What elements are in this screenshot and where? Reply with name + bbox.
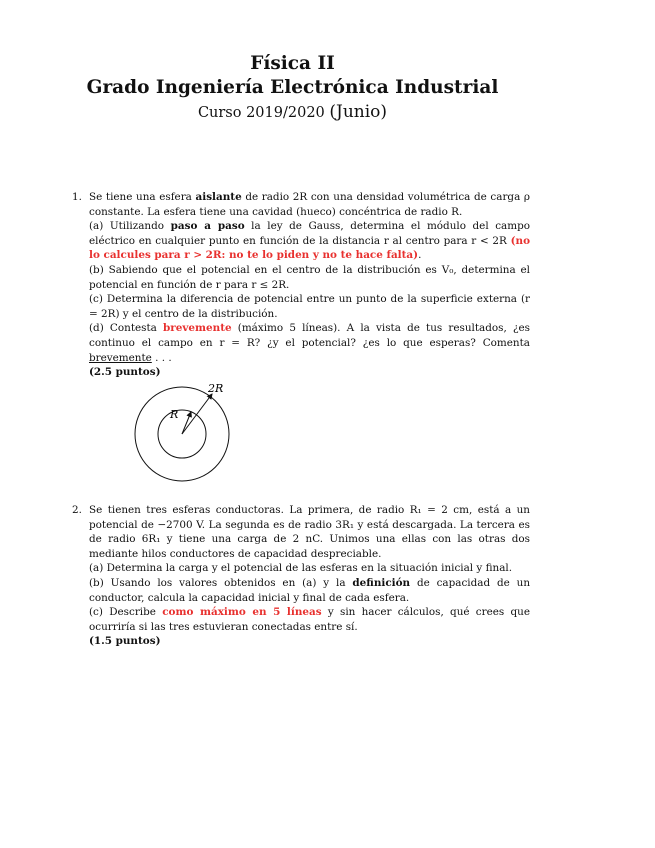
intro-bold: aislante [195,191,242,203]
part-d-emphasis: brevemente [163,322,232,335]
sphere-diagram [130,378,240,490]
intro-text: Se tiene una esfera [89,191,196,203]
degree-title: Grado Ingeniería Electrónica Industrial [86,77,499,98]
part-b [89,576,530,605]
part-d-underline: brevemente [89,351,152,364]
part-a-prefix: (a) Utilizando [89,220,171,233]
problem-number: 2. [72,504,82,516]
part-a-bold: paso a paso [170,220,245,233]
part-c-emphasis: como máximo en 5 líneas [162,606,322,619]
intro-text-2: de radio 2R con una densidad volumétrica de carga ρ constante. La esfera tiene una cavidad (hueco) concéntrica de radio R. [89,191,531,218]
part-c-text: y sin hacer cálculos, qué crees que ocurriría si las tres estuvieran conectadas entre sí. [89,606,530,633]
problem-body [89,503,530,649]
course-title: Física II [250,53,335,74]
problem-points: (2.5 puntos) [89,366,161,379]
term-line [0,102,585,123]
problem-intro [89,190,530,219]
part-d-prefix: (d) Contesta [89,322,164,335]
part-c: (c) Determina la diferencia de potencial entre un punto de la superficie externa (r = 2R) y el centro de la distribución. [89,293,530,320]
concentric-spheres-figure [130,378,240,490]
problem-number: 1. [72,191,82,203]
problem-intro: Se tienen tres esferas conductoras. La primera, de radio R₁ = 2 cm, está a un potencial de −2700 V. La segunda es de radio 3R₁ y está descargada. La tercera es de radio 6R₁ y tiene una carga de 2 nC. Unimos una ellas con las otras dos mediante hilos conductores de capacidad despreciable. [89,504,530,560]
document-header [0,52,585,123]
problem-points: (1.5 puntos) [89,635,161,648]
part-b-bold: definición [352,576,411,589]
part-c-prefix: (c) Describe [89,606,163,619]
part-b-prefix: (b) Usando los valores obtenidos en (a) y la [89,576,353,589]
part-b-text: de capacidad de un conductor, calcula la capacidad inicial y final de cada esfera. [89,576,531,604]
term-prefix: Curso 2019/2020 [197,105,325,121]
problem-2 [72,503,530,649]
part-c [89,605,530,634]
part-b: (b) Sabiendo que el potencial en el centro de la distribución es V₀, determina el potencial en función de r para r ≤ 2R. [89,263,530,291]
problem-1 [72,190,530,380]
part-a [89,219,530,263]
part-a-warning: (no lo calcules para r > 2R: no te lo piden y no te hace falta) [89,234,530,262]
part-d-end: . . . [151,351,172,364]
outer-radius-arrow [182,394,212,434]
part-a: (a) Determina la carga y el potencial de las esferas en la situación inicial y final. [89,562,513,575]
outer-radius-label: 2R [208,382,224,395]
part-a-text: la ley de Gauss, determina el módulo del campo eléctrico en cualquier punto en función de la distancia r al centro para r < 2R [89,220,530,247]
term-session: (Junio) [329,102,388,122]
inner-radius-label: R [170,408,179,421]
problem-body [89,190,530,380]
part-a-end: . [418,249,422,262]
part-d [89,321,530,365]
part-d-text: (máximo 5 líneas). A la vista de tus resultados, ¿es continuo el campo en r = R? ¿y el potencial? ¿es lo que esperas? Comenta [89,322,530,349]
